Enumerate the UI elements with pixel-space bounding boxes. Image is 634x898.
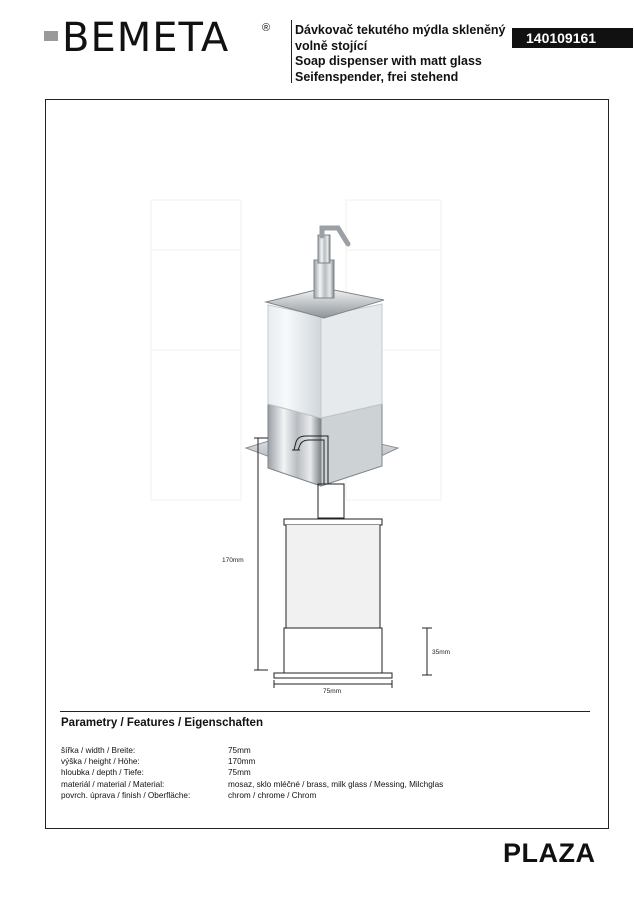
spec-row-finish xyxy=(61,790,443,801)
spec-value: 75mm xyxy=(228,768,251,778)
title-line-en: Soap dispenser with matt glass xyxy=(295,54,482,68)
title-line-cz-1: Dávkovač tekutého mýdla skleněný xyxy=(295,23,506,37)
spec-key: povrch. úprava / finish / Oberfläche: xyxy=(61,790,191,800)
spec-row-material xyxy=(61,779,443,790)
product-code: 140109161 xyxy=(512,28,633,48)
title-line-cz-2: volně stojící xyxy=(295,38,368,53)
collection-name: PLAZA xyxy=(503,838,596,868)
spec-value: 75mm xyxy=(228,746,251,755)
spec-key: výška / height / Höhe: xyxy=(61,757,140,767)
spec-key: materiál / material / Material: xyxy=(61,779,165,789)
parameters-divider xyxy=(60,711,590,712)
header-divider xyxy=(291,20,292,83)
spec-value: 170mm xyxy=(228,757,256,767)
logo-bar xyxy=(44,31,58,41)
title-line-de: Seifenspender, frei stehend xyxy=(295,69,459,84)
width-dimension-label: 75mm xyxy=(323,688,342,695)
spec-value: mosaz, sklo mléčné / brass, milk glass / Messing, Milchglas xyxy=(228,779,444,789)
spec-key: šířka / width / Breite: xyxy=(61,746,136,755)
spec-row-depth xyxy=(61,767,443,778)
spec-key: hloubka / depth / Tiefe: xyxy=(61,768,144,778)
specification-table xyxy=(61,745,443,801)
spec-value: chrom / chrome / Chrom xyxy=(228,790,317,800)
brand-logo: BEMETA xyxy=(62,15,230,61)
parameters-heading: Parametry / Features / Eigenschaften xyxy=(61,717,263,729)
technical-drawing xyxy=(46,100,608,700)
spec-row-height xyxy=(61,756,443,767)
registered-mark: ® xyxy=(262,22,271,34)
spec-row-width xyxy=(61,745,443,756)
base-height-dimension-label: 35mm xyxy=(432,649,451,656)
height-dimension-label: 170mm xyxy=(222,557,244,564)
product-title xyxy=(295,23,506,85)
